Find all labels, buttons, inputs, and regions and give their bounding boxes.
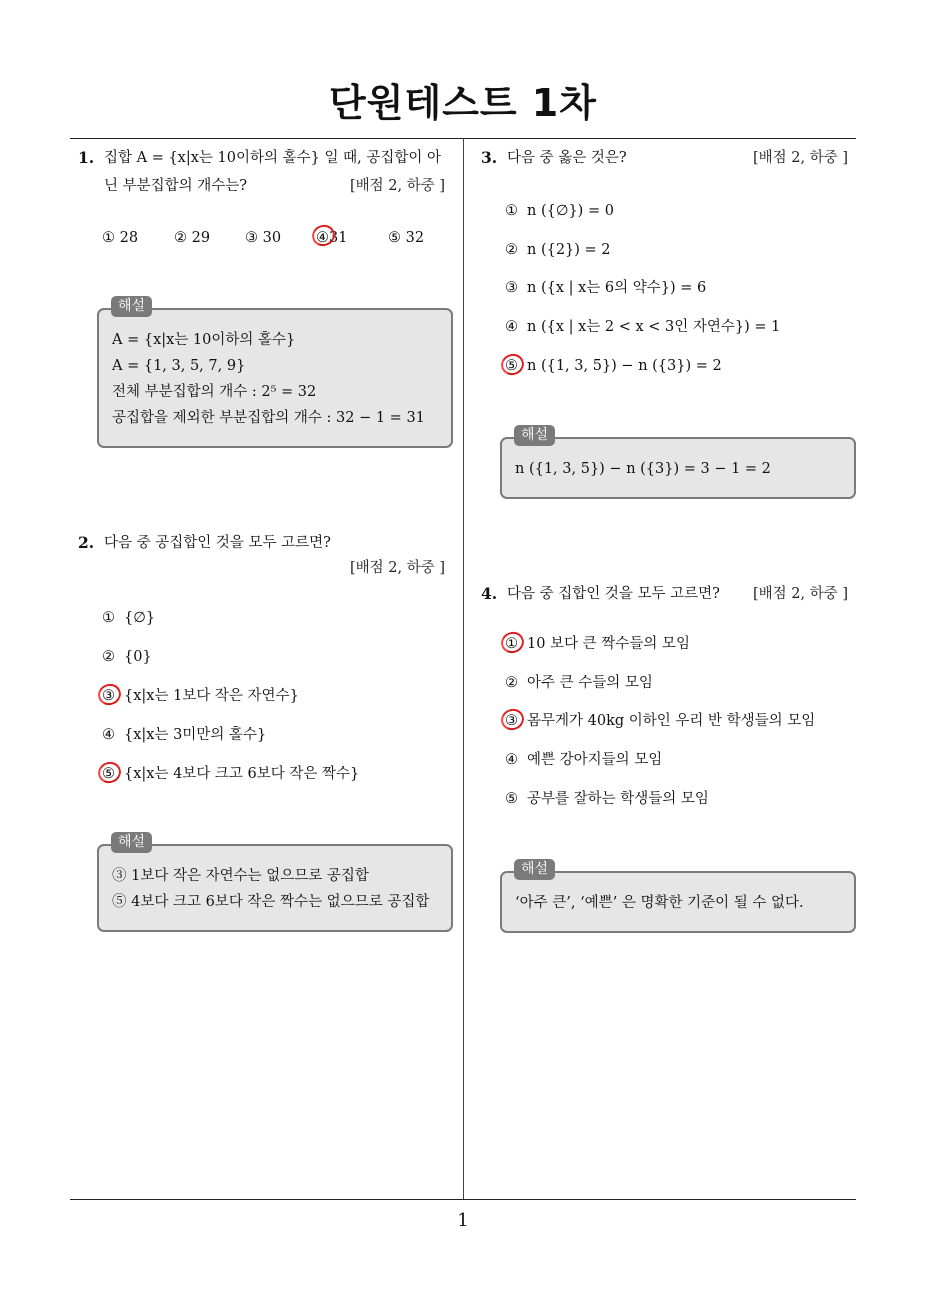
- option-3[interactable]: ③ 몸무게가 40kg 이하인 우리 반 학생들의 모임: [505, 713, 816, 729]
- question-number: 3.: [481, 148, 498, 167]
- option-4[interactable]: ④ 예쁜 강아지들의 모임: [505, 752, 663, 768]
- question-text-line1: 집합 A = {x|x는 10이하의 홀수} 일 때, 공집합이 아: [104, 150, 441, 166]
- bottom-rule: [70, 1199, 856, 1200]
- explanation-box: [500, 437, 856, 499]
- question-text: 다음 중 집합인 것을 모두 고르면?: [507, 586, 720, 602]
- score-label: [배점 2, 하중 ]: [753, 586, 849, 602]
- column-divider: [463, 138, 464, 1199]
- explanation-tag: 해설: [514, 425, 555, 446]
- score-label: [배점 2, 하중 ]: [350, 178, 446, 194]
- explanation-tag: 해설: [111, 832, 152, 853]
- option-2[interactable]: ② {0}: [102, 649, 152, 665]
- explanation-line: A = {1, 3, 5, 7, 9}: [112, 358, 246, 374]
- option-3[interactable]: ③ n ({x | x는 6의 약수}) = 6: [505, 280, 707, 296]
- explanation-box: [97, 308, 453, 448]
- option-2[interactable]: ② n ({2}) = 2: [505, 242, 611, 258]
- question-text: 다음 중 공집합인 것을 모두 고르면?: [104, 535, 331, 551]
- option-4[interactable]: ④ {x|x는 3미만의 홀수}: [102, 727, 267, 743]
- option-5[interactable]: ⑤ 32: [388, 230, 425, 246]
- question-text: 다음 중 옳은 것은?: [507, 150, 627, 166]
- explanation-line: ⑤ 4보다 크고 6보다 작은 짝수는 없으므로 공집합: [112, 894, 430, 910]
- explanation-tag: 해설: [111, 296, 152, 317]
- option-4[interactable]: ④ n ({x | x는 2 < x < 3인 자연수}) = 1: [505, 319, 781, 335]
- option-5[interactable]: ⑤ {x|x는 4보다 크고 6보다 작은 짝수}: [102, 766, 360, 782]
- score-label: [배점 2, 하중 ]: [753, 150, 849, 166]
- explanation-box: [500, 871, 856, 933]
- question-number: 2.: [78, 533, 95, 552]
- question-text-line2: 닌 부분집합의 개수는?: [104, 178, 248, 194]
- question-number: 1.: [78, 148, 95, 167]
- explanation-box: [97, 844, 453, 932]
- option-5[interactable]: ⑤ 공부를 잘하는 학생들의 모임: [505, 791, 709, 807]
- option-2[interactable]: ② 29: [174, 230, 211, 246]
- option-5[interactable]: ⑤ n ({1, 3, 5}) − n ({3}) = 2: [505, 358, 722, 374]
- option-3[interactable]: ③ {x|x는 1보다 작은 자연수}: [102, 688, 299, 704]
- explanation-tag: 해설: [514, 859, 555, 880]
- question-number: 4.: [481, 584, 498, 603]
- explanation-line: ③ 1보다 작은 자연수는 없으므로 공집합: [112, 868, 369, 884]
- page-number: 1: [457, 1210, 469, 1231]
- option-1[interactable]: ① 28: [102, 230, 139, 246]
- explanation-line: ‘아주 큰’, ‘예쁜’ 은 명확한 기준이 될 수 없다.: [515, 895, 804, 911]
- page-title: 단원테스트 1차: [329, 81, 597, 125]
- option-1[interactable]: ① 10 보다 큰 짝수들의 모임: [505, 636, 690, 652]
- explanation-line: 공집합을 제외한 부분집합의 개수 : 32 − 1 = 31: [112, 410, 425, 426]
- option-1[interactable]: ① n ({∅}) = 0: [505, 203, 614, 219]
- explanation-line: 전체 부분집합의 개수 : 2⁵ = 32: [112, 384, 317, 400]
- score-label: [배점 2, 하중 ]: [350, 560, 446, 576]
- option-4[interactable]: ④31: [316, 230, 348, 246]
- option-2[interactable]: ② 아주 큰 수들의 모임: [505, 675, 653, 691]
- option-3[interactable]: ③ 30: [245, 230, 282, 246]
- explanation-line: A = {x|x는 10이하의 홀수}: [112, 332, 296, 348]
- option-1[interactable]: ① {∅}: [102, 610, 156, 626]
- explanation-line: n ({1, 3, 5}) − n ({3}) = 3 − 1 = 2: [515, 461, 771, 477]
